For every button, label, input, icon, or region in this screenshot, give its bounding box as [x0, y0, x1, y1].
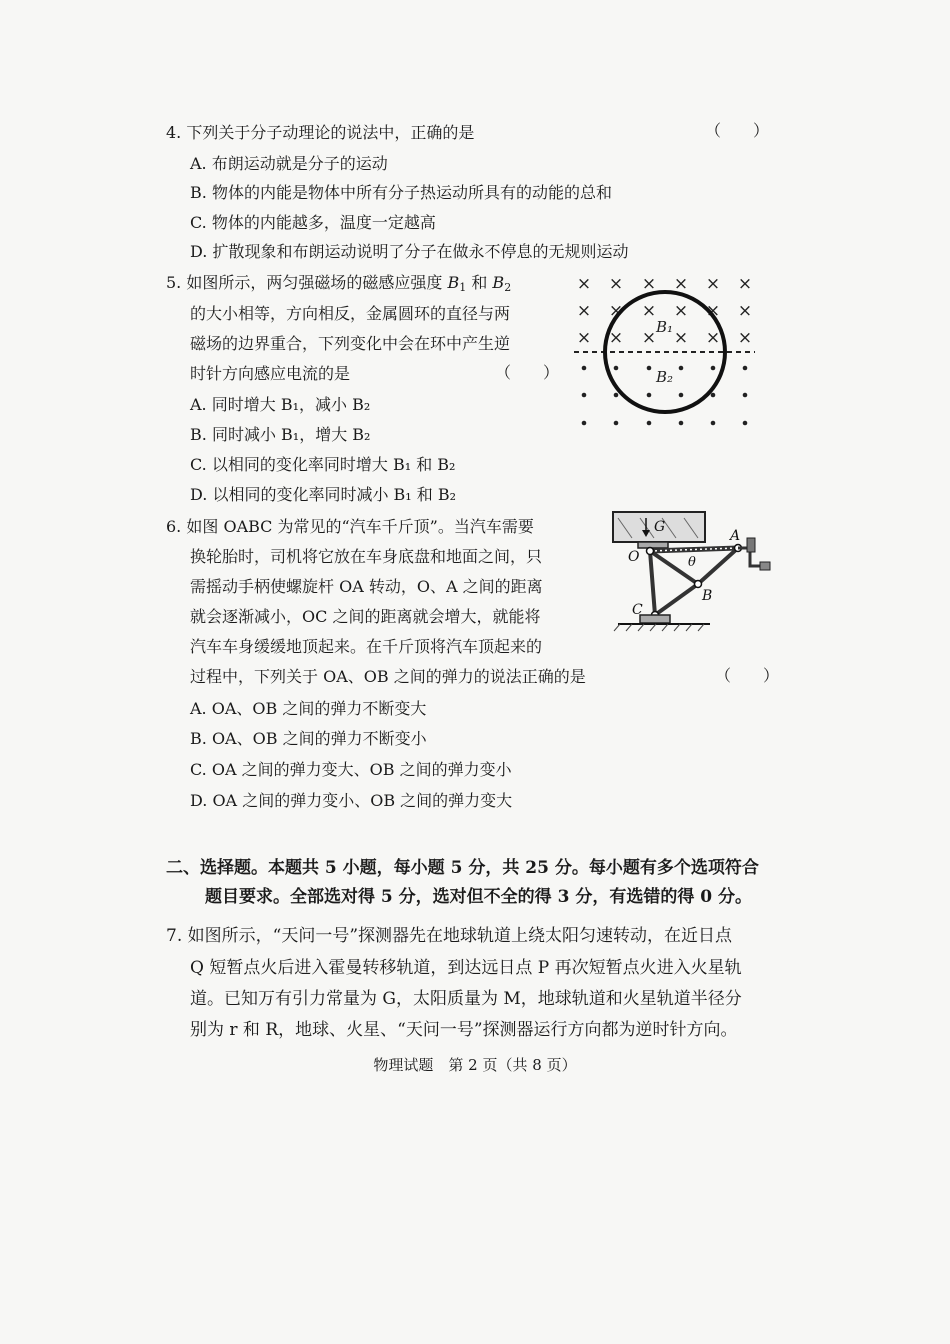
label-o: O — [628, 549, 640, 565]
svg-text:×: × — [608, 301, 624, 321]
q4-option-d: D. 扩散现象和布朗运动说明了分子在做永不停息的无规则运动 — [190, 242, 629, 261]
svg-text:×: × — [705, 328, 721, 348]
svg-text:×: × — [608, 328, 624, 348]
label-g: G — [654, 519, 666, 535]
label-c: C — [632, 602, 643, 618]
q6-car-jack-figure — [610, 510, 780, 635]
label-theta: θ — [688, 555, 696, 570]
q6-stem-line-2: 换轮胎时，司机将它放在车身底盘和地面之间，只 — [190, 547, 543, 566]
q7-stem-line-4: 别为 r 和 R，地球、火星、“天问一号”探测器运行方向都为逆时针方向。 — [190, 1020, 738, 1040]
q4-answer-paren: （ ） — [705, 121, 770, 140]
svg-text:×: × — [576, 301, 592, 321]
section2-header-line-1: 二、选择题。本题共 5 小题，每小题 5 分，共 25 分。每小题有多个选项符合 — [166, 858, 759, 878]
label-a: A — [730, 528, 741, 544]
q4-option-b: B. 物体的内能是物体中所有分子热运动所具有的动能的总和 — [190, 183, 612, 202]
q6-option-a: A. OA、OB 之间的弹力不断变大 — [190, 699, 427, 718]
q5-option-a: A. 同时增大 B₁，减小 B₂ — [190, 395, 371, 414]
q6-stem-line-6: 过程中，下列关于 OA、OB 之间的弹力的说法正确的是 — [190, 667, 586, 686]
q7-stem-line-1: 7. 如图所示，“天问一号”探测器先在地球轨道上绕太阳匀速转动，在近日点 — [166, 926, 733, 946]
svg-text:×: × — [737, 301, 753, 321]
svg-text:×: × — [641, 328, 657, 348]
section2-header-line-2: 题目要求。全部选对得 5 分，选对但不全的得 3 分，有选错的得 0 分。 — [205, 887, 752, 907]
field-into-page-crosses — [577, 274, 752, 348]
jack-top-plate — [638, 542, 668, 548]
q4-option-c: C. 物体的内能越多，温度一定越高 — [190, 213, 436, 232]
svg-text:×: × — [641, 274, 657, 294]
q4-stem: 4. 下列关于分子动理论的说法中，正确的是 — [166, 123, 475, 142]
q7-stem-line-3: 道。已知万有引力常量为 G，太阳质量为 M，地球轨道和火星轨道半径分 — [190, 989, 742, 1009]
q6-stem-line-5: 汽车车身缓缓地顶起来。在千斤顶将汽车顶起来的 — [190, 637, 543, 656]
q6-option-d: D. OA 之间的弹力变小、OB 之间的弹力变大 — [190, 791, 513, 810]
svg-text:×: × — [608, 274, 624, 294]
q5-stem-line-1: 5. 如图所示，两匀强磁场的磁感应强度 B1 和 B2 — [166, 273, 512, 294]
arm-bc — [655, 584, 698, 615]
svg-text:×: × — [705, 301, 721, 321]
q5-answer-paren: （ ） — [495, 363, 560, 382]
q4-option-a: A. 布朗运动就是分子的运动 — [190, 154, 388, 173]
page-footer: 物理试题 第 2 页（共 8 页） — [373, 1056, 577, 1074]
svg-text:×: × — [737, 328, 753, 348]
q6-answer-paren: （ ） — [715, 666, 780, 685]
svg-text:×: × — [641, 301, 657, 321]
q5-option-c: C. 以相同的变化率同时增大 B₁ 和 B₂ — [190, 455, 456, 474]
svg-text:×: × — [673, 301, 689, 321]
q5-stem-line-3: 磁场的边界重合，下列变化中会在环中产生逆 — [190, 334, 511, 353]
q5-stem-line-2: 的大小相等，方向相反，金属圆环的直径与两 — [190, 304, 511, 323]
q7-stem-line-2: Q 短暂点火后进入霍曼转移轨道，到达远日点 P 再次短暂点火进入火星轨 — [190, 958, 742, 978]
svg-text:×: × — [576, 274, 592, 294]
arm-oc — [650, 551, 655, 615]
q5-stem-line-4: 时针方向感应电流的是 — [190, 364, 351, 383]
q6-option-c: C. OA 之间的弹力变大、OB 之间的弹力变小 — [190, 760, 512, 779]
svg-text:×: × — [673, 328, 689, 348]
svg-text:×: × — [705, 274, 721, 294]
svg-text:×: × — [737, 274, 753, 294]
label-b1: B₁ — [656, 318, 674, 336]
q6-stem-line-3: 需摇动手柄使螺旋杆 OA 转动，O、A 之间的距离 — [190, 577, 543, 596]
screw-rod-oa — [650, 548, 738, 551]
q6-stem-line-4: 就会逐渐减小，OC 之间的距离就会增大，就能将 — [190, 607, 541, 626]
jack-base — [640, 615, 670, 623]
q6-stem-line-1: 6. 如图 OABC 为常见的“汽车千斤顶”。当汽车需要 — [166, 517, 534, 536]
label-b: B — [702, 588, 713, 604]
q5-option-d: D. 以相同的变化率同时减小 B₁ 和 B₂ — [190, 485, 457, 504]
svg-text:×: × — [673, 274, 689, 294]
label-b2: B₂ — [656, 368, 674, 386]
q6-option-b: B. OA、OB 之间的弹力不断变小 — [190, 729, 427, 748]
q5-option-b: B. 同时减小 B₁，增大 B₂ — [190, 425, 371, 444]
q5-magnetic-field-figure — [570, 270, 770, 440]
svg-text:×: × — [576, 328, 592, 348]
arm-ab — [698, 548, 738, 584]
